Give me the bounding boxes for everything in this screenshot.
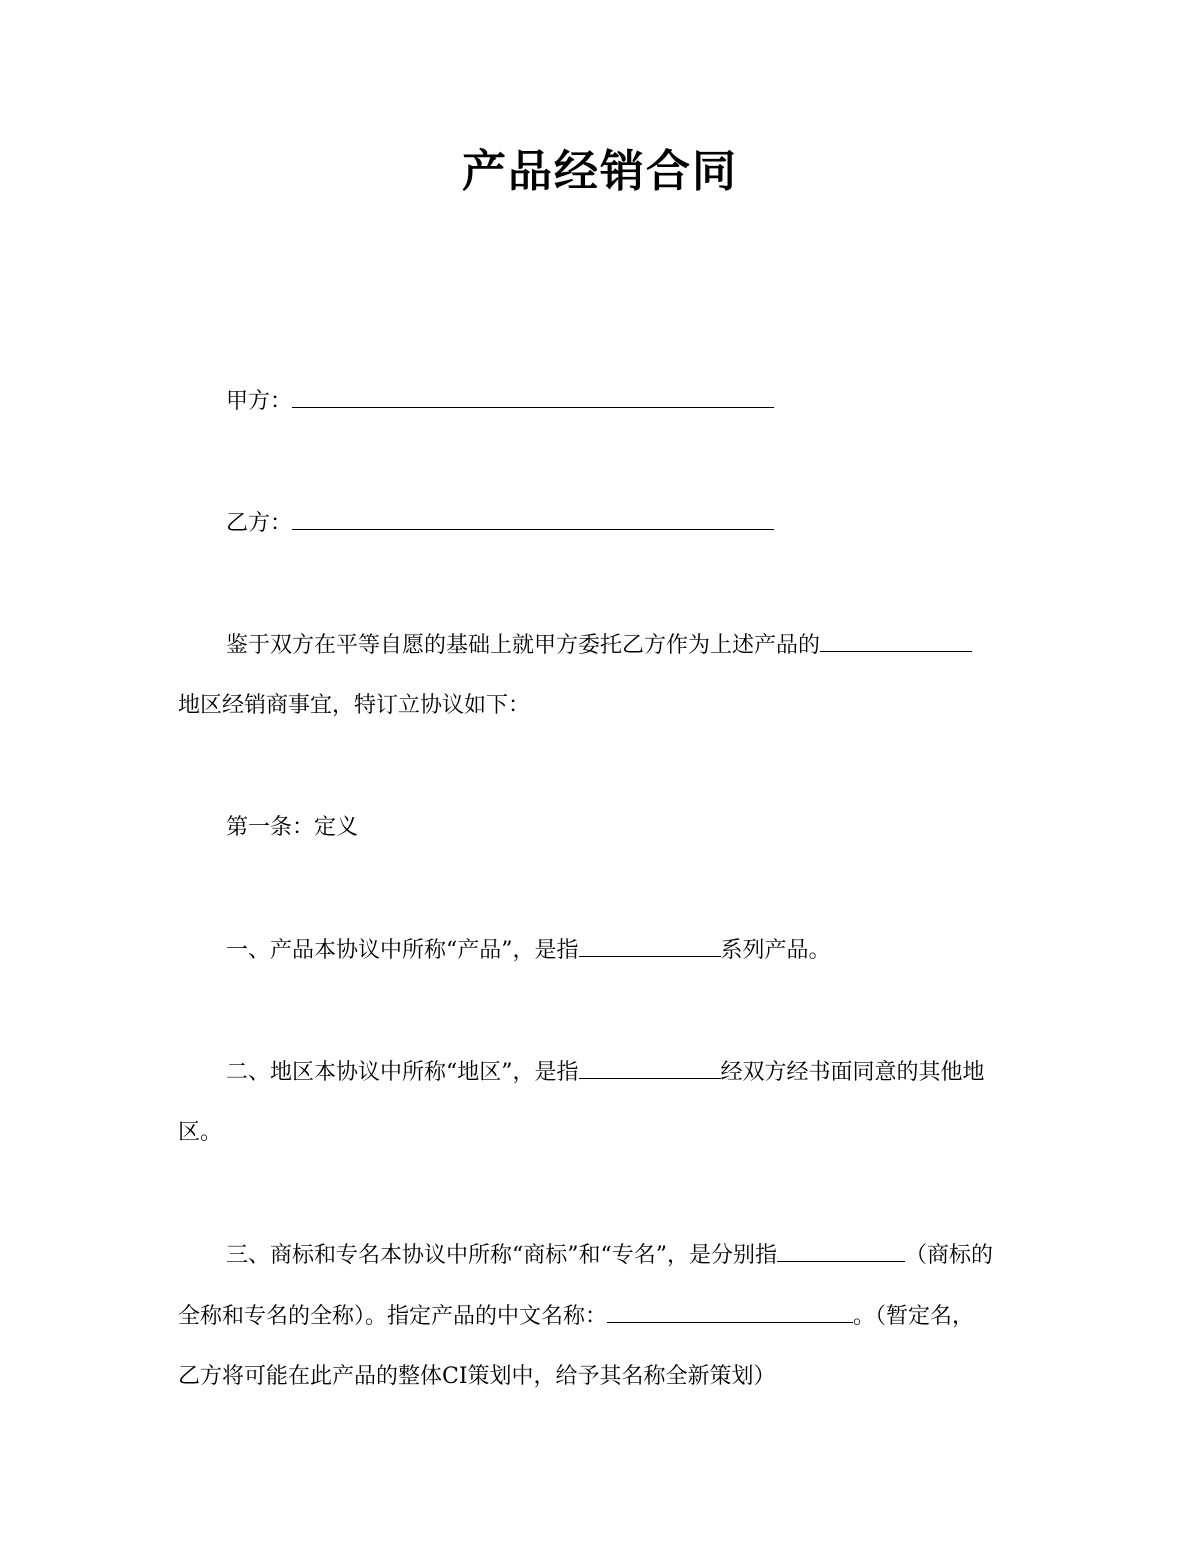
party-a-blank (292, 385, 774, 408)
clause-2-line-2-text: 区。 (178, 1120, 223, 1145)
preamble-line-2 (178, 690, 530, 722)
clause-3-line-1 (226, 1239, 993, 1272)
chinese-name-blank (607, 1300, 853, 1323)
clause-3-suffix: （商标的 (905, 1243, 994, 1268)
clause-3-line-3-text: 乙方将可能在此产品的整体CI策划中，给予其名称全新策划） (178, 1364, 776, 1389)
clause-3-line-2 (178, 1300, 974, 1333)
party-b-blank (292, 507, 774, 530)
party-b-line (226, 507, 774, 540)
clause-3-line-2-suffix: 。（暂定名， (853, 1304, 975, 1329)
clause-3-trademark-blank (777, 1239, 905, 1262)
article-1-heading (226, 812, 358, 844)
document-title: 产品经销合同 (462, 146, 738, 197)
clause-1-prefix: 一、产品本协议中所称“产品”，是指 (226, 938, 579, 963)
preamble-text-1: 鉴于双方在平等自愿的基础上就甲方委托乙方作为上述产品的 (226, 633, 821, 658)
clause-2-line-1 (226, 1056, 985, 1089)
region-blank (820, 629, 972, 652)
party-b-label: 乙方： (226, 511, 293, 536)
clause-2-suffix: 经双方经书面同意的其他地 (720, 1060, 985, 1085)
clause-2-blank (579, 1056, 721, 1079)
clause-1-blank (579, 934, 721, 957)
clause-2-prefix: 二、地区本协议中所称“地区”，是指 (226, 1060, 579, 1085)
clause-2-line-2 (178, 1117, 222, 1149)
clause-1-suffix: 系列产品。 (720, 938, 831, 963)
clause-3-prefix: 三、商标和专名本协议中所称“商标”和“专名”，是分别指 (226, 1243, 777, 1268)
preamble-text-2: 地区经销商事宜，特订立协议如下： (178, 693, 531, 718)
party-a-label: 甲方： (226, 389, 293, 414)
preamble-line-1 (226, 629, 972, 662)
article-1-heading-text: 第一条：定义 (226, 815, 359, 840)
clause-1-line (226, 934, 831, 967)
clause-3-line-2-prefix: 全称和专名的全称）。指定产品的中文名称： (178, 1304, 608, 1329)
party-a-line (226, 385, 774, 418)
clause-3-line-3 (178, 1361, 776, 1393)
